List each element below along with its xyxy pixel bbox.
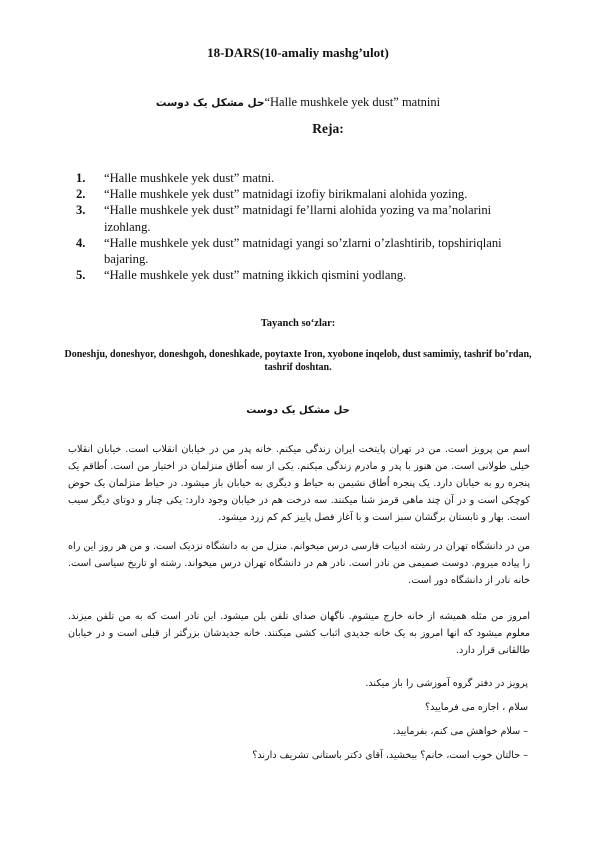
text-title-persian: حل مشکل یک دوست	[155, 97, 265, 109]
dialogue-line: – سلام خواهش می کنم، بفرمایید.	[392, 726, 528, 737]
plan-item-number: 3.	[76, 203, 86, 218]
plan-item-text: “Halle mushkele yek dust” matnidagi fe’llarni alohida yozing va ma’nolarini izohlang.	[104, 203, 492, 234]
story-paragraph: اسم من پرویز است. من در تهران پایتخت ایران زندگی میکنم. خانه پدر من در خیابان انقلاب است. خیابان انقلاب خیلی طولانی است. من هنوز با پدر و مادرم زندگی میکنم. یکی از سه اُطاق منزلمان در اختیار من است. اُطاقم یک پنجره رو به خیابان دارد. یک پنجره اُطاق نشیمن به حیاط و دیگری به خیابان باز میشود. در حیاط منزلمان یک حوض کوچکی است و در آن چند ماهی قرمز شنا میکنند. سه درخت هم در خیابان وجود دارد: یکی چنار و دوتای دیگر سیب است. بهار و تابستان برگشان سبز است و با آغاز فصل پاییز کم کم زرد میشود.	[68, 443, 530, 524]
plan-heading: Reja:	[312, 121, 344, 136]
lesson-title: 18-DARS(10-amaliy mashg’ulot)	[207, 45, 389, 60]
dialogue-line: سلام ، اجازه می فرمایید؟	[425, 702, 528, 713]
plan-item	[76, 202, 516, 234]
plan-item-number: 5.	[76, 268, 86, 283]
dialogue-line: پرویز در دفتر گروه آموزشی را باز میکند.	[365, 678, 528, 689]
plan-item	[76, 186, 516, 202]
plan-item-text: “Halle mushkele yek dust” matnidagi izofiy birikmalani alohida yozing.	[104, 187, 468, 202]
plan-list	[76, 170, 516, 283]
story-paragraph: امروز من مثله همیشه از خانه خارج میشوم. ناگهان صدای تلفن بلن میشود. این نادر است که به من تلفن میزند. معلوم میشود که انها امروز به یک خانه جدیدی اثباب کشی میکنند. خانه جدیدشان بزرگتر از قبلی است و در خیابان طالقانی قرار دارد.	[68, 610, 530, 656]
plan-item-number: 2.	[76, 187, 86, 202]
plan-item	[76, 267, 516, 283]
text-title-latin: “Halle mushkele yek dust” matnini	[264, 95, 441, 109]
plan-item	[76, 170, 516, 186]
plan-item-number: 4.	[76, 235, 86, 250]
plan-item-number: 1.	[76, 171, 86, 185]
story-title: حل مشکل یک دوست	[246, 405, 350, 416]
plan-item-text: “Halle mushkele yek dust” matni.	[104, 171, 275, 185]
plan-item-text: “Halle mushkele yek dust” matning ikkich qismini yodlang.	[104, 268, 407, 283]
dialogue-line: – حالتان خوب است، خانم؟ ببخشید، آقای دکتر باستانی تشریف دارند؟	[252, 750, 528, 761]
keywords-text: Doneshju, doneshyor, doneshgoh, doneshkade, poytaxte Iron, xyobone inqelob, dust samimiy, tashrif bo’rdan, tashrif doshtan.	[64, 349, 532, 373]
text-title	[0, 95, 596, 110]
keywords-heading: Tayanch so‘zlar:	[260, 318, 336, 329]
plan-item	[76, 235, 516, 267]
story-paragraph: من در دانشگاه تهران در رشته ادبیات فارسی درس میخوانم. منزل من به دانشگاه نزدیک است. و من هر روز این راه را پیاده میروم. دوست صمیمی من نادر است. نادر هم در دانشگاه تهران درس میخواند. رشته او تاریخ سیاسی است. خانه نادر از دانشگاه دور است.	[68, 540, 530, 586]
plan-item-text: “Halle mushkele yek dust” matnidagi yangi so’zlarni o’zlashtirib, topshiriqlani bajaring.	[104, 235, 502, 267]
